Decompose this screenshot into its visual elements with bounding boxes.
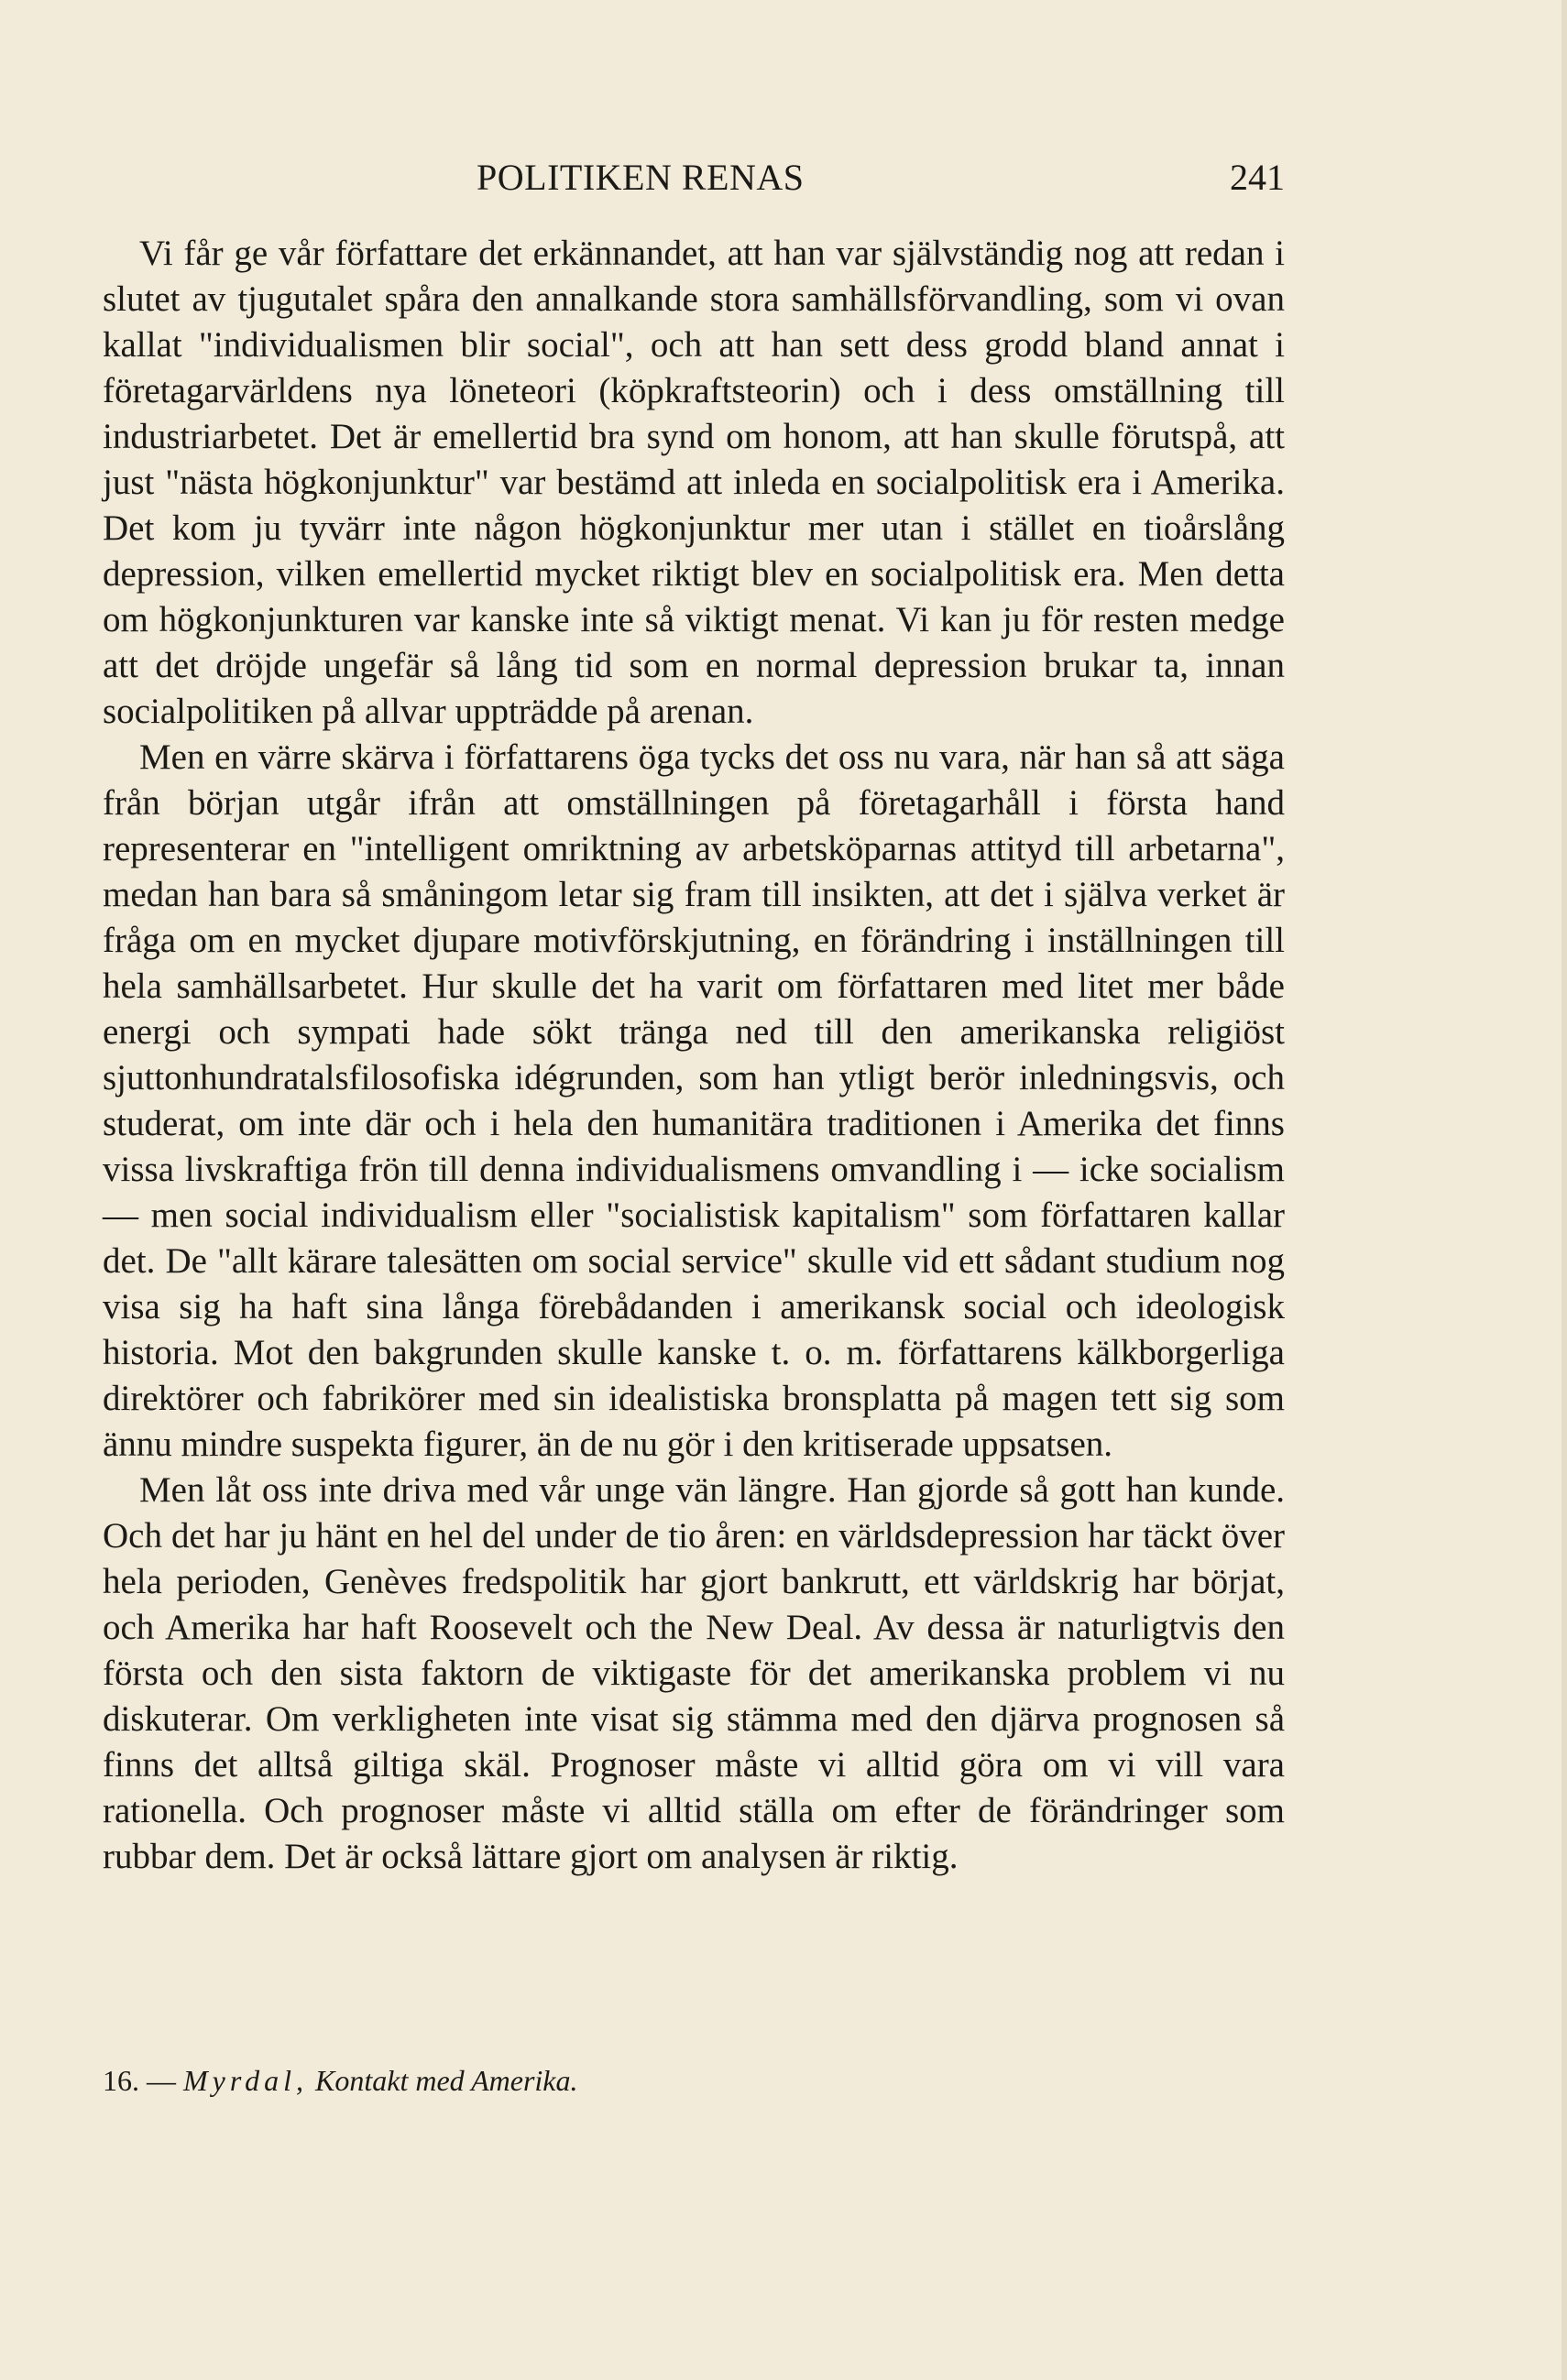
signature-footer [103, 2059, 577, 2102]
running-header [103, 152, 1285, 207]
footer-book-title: Kontakt med Amerika. [315, 2064, 578, 2097]
paragraph-2: Men en värre skärva i författarens öga tycks det oss nu vara, när han så att säga från början utgår ifrån att omställningen på företagarhåll i första hand representerar en "intelligent omriktning av arbetsköparnas attityd till arbetarna", medan han bara så småningom letar sig fram till insikten, att det i själva verket är fråga om en mycket djupare motivförskjutning, en förändring i inställningen till hela samhällsarbetet. Hur skulle det ha varit om författaren med litet mer både energi och sympati hade sökt tränga ned till den amerikanska religiöst sjuttonhundratalsfilosofiska idégrunden, som han ytligt berör inledningsvis, och studerat, om inte där och i hela den humanitära traditionen i Amerika det finns vissa livskraftiga frön till denna individualismens omvandling i — icke socialism — men social individualism eller "socialistisk kapitalism" som författaren kallar det. De "allt kärare talesätten om social service" skulle vid ett sådant studium nog visa sig ha haft sina långa förebådanden i amerikansk social och ideologisk historia. Mot den bakgrunden skulle kanske t. o. m. författarens kälkborgerliga direktörer och fabrikörer med sin idealistiska bronsplatta på magen tett sig som ännu mindre suspekta figurer, än de nu gör i den kritiserade uppsatsen. [103, 737, 1285, 1464]
signature-mark: 16. — [103, 2064, 176, 2097]
page-edge [1562, 0, 1567, 2380]
page-number: 241 [1230, 157, 1285, 198]
running-title: POLITIKEN RENAS [477, 157, 805, 198]
footer-author: Myrdal, [183, 2064, 309, 2097]
body-text [103, 231, 1285, 1880]
paragraph-3: Men låt oss inte driva med vår unge vän längre. Han gjorde så gott han kunde. Och det har ju hänt en hel del under de tio åren: en världsdepression har täckt över hela perioden, Genèves fredspolitik har gjort bankrutt, ett världskrig har börjat, och Amerika har haft Roosevelt och the New Deal. Av dessa är naturligtvis den första och den sista faktorn de viktigaste för det amerikanska problem vi nu diskuterar. Om verkligheten inte visat sig stämma med den djärva prognosen så finns det alltså giltiga skäl. Prognoser måste vi alltid göra om vi vill vara rationella. Och prognoser måste vi alltid ställa om efter de förändringer som rubbar dem. Det är också lättare gjort om analysen är riktig. [103, 1470, 1285, 1876]
paragraph-1: Vi får ge vår författare det erkännandet, att han var självständig nog att redan i slutet av tjugutalet spåra den annalkande stora samhällsförvandling, som vi ovan kallat "individualismen blir social", och att han sett dess grodd bland annat i företagarvärldens nya löneteori (köpkraftsteorin) och i dess omställning till industriarbetet. Det är emellertid bra synd om honom, att han skulle förutspå, att just "nästa högkonjunktur" var bestämd att inleda en socialpolitisk era i Amerika. Det kom ju tyvärr inte någon högkonjunktur mer utan i stället en tioårslång depression, vilken emellertid mycket riktigt blev en socialpolitisk era. Men detta om högkonjunkturen var kanske inte så viktigt menat. Vi kan ju för resten medge att det dröjde ungefär så lång tid som en normal depression brukar ta, innan socialpolitiken på allvar uppträdde på arenan. [103, 234, 1285, 731]
